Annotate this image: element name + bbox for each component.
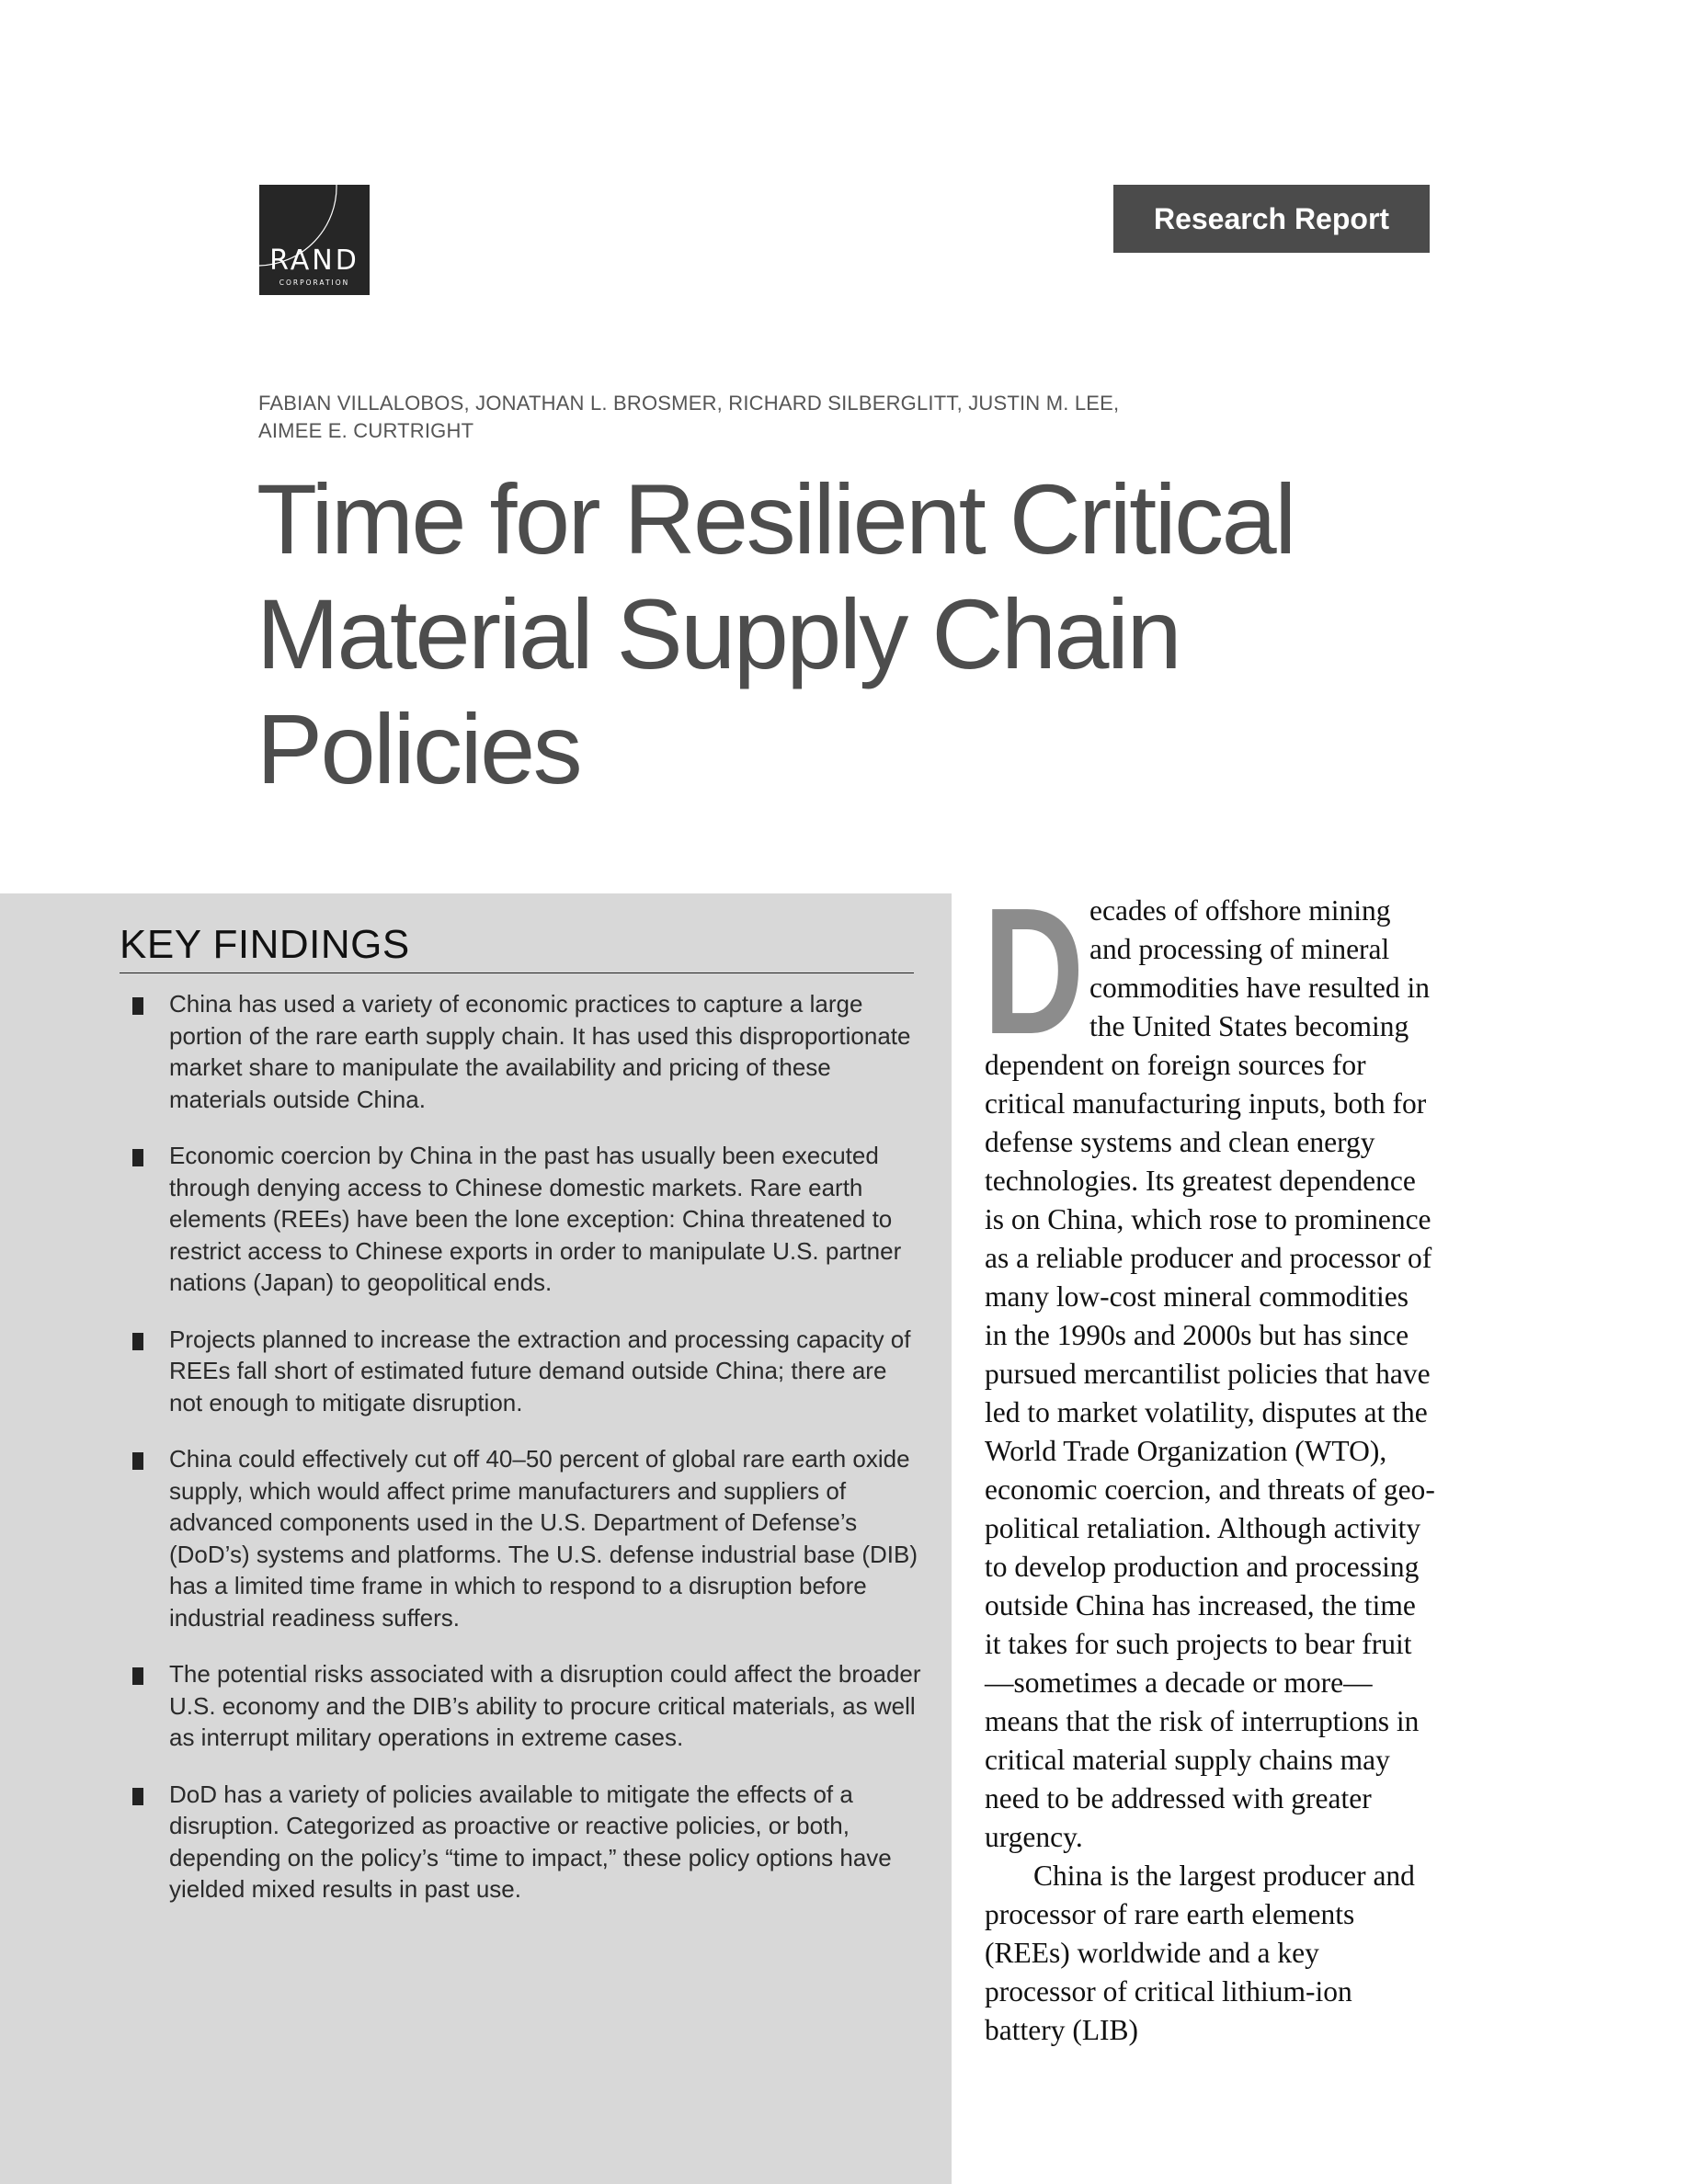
finding-item: [123, 988, 923, 1115]
logo-name: RAND: [269, 245, 359, 277]
body-paragraph-2: China is the largest producer and processor of rare earth elements (REEs) worldwide and a key processor of critical lithium-ion battery (LIB): [985, 1860, 1415, 2046]
finding-text: Projects planned to increase the extraction and processing capacity of REEs fall short of estimated future demand outside China; there are not enough to mitigate disruption.: [169, 1325, 911, 1416]
key-findings-list: [123, 988, 923, 1930]
body-paragraph-1: [983, 870, 1435, 1857]
square-bullet-icon: [132, 997, 143, 1015]
authors: [258, 390, 1270, 445]
finding-text: China could effectively cut off 40–50 percent of global rare earth oxide supply, which would affect prime manufacturers and suppliers of advanced components used in the U.S. Department of Defense’s (DoD’s) systems and platforms. The U.S. defense industrial base (DIB) has a limited time frame in which to respond to a disruption before industrial readiness suffers.: [169, 1445, 918, 1632]
finding-item: [123, 1658, 923, 1754]
square-bullet-icon: [132, 1149, 143, 1166]
square-bullet-icon: [132, 1788, 143, 1805]
square-bullet-icon: [132, 1452, 143, 1470]
square-bullet-icon: [132, 1333, 143, 1350]
finding-text: DoD has a variety of policies available to mitigate the effects of a disruption. Categorized as proactive or reactive policies, or both, depending on the policy’s “time to impact,” these policy options have yielded mixed results in past use.: [169, 1780, 892, 1903]
rand-logo: [259, 185, 370, 295]
drop-cap: D: [983, 870, 1085, 1072]
title-line: Material Supply Chain: [257, 578, 1180, 689]
square-bullet-icon: [132, 1667, 143, 1685]
authors-line-1: FABIAN VILLALOBOS, JONATHAN L. BROSMER, RICHARD SILBERGLITT, JUSTIN M. LEE,: [258, 392, 1120, 415]
finding-text: The potential risks associated with a disruption could affect the broader U.S. economy and the DIB’s ability to procure critical materials, as well as interrupt military operations in extreme cases.: [169, 1660, 921, 1751]
paragraph-1-text: ecades of offshore mining and processing of mineral commodities have resulted in the United States becoming dependent on foreign sources for critical manufacturing inputs, both for defense systems and clean energy technologies. Its greatest dependence is on China, which rose to prominence as a reliable producer and processor of many low-cost mineral commodities in the 1990s and 2000s but has since pursued mercantilist policies that have led to market volatility, disputes at the World Trade Organization (WTO), economic coercion, and threats of geopolitical retaliation. Although activity to develop production and processing outside China has increased, the time it takes for such projects to bear fruit—sometimes a decade or more—means that the risk of interruptions in critical material supply chains may need to be addressed with greater urgency.: [985, 894, 1435, 1853]
key-findings-heading: KEY FINDINGS: [120, 921, 914, 973]
title-line: Policies: [257, 693, 581, 804]
finding-text: Economic coercion by China in the past has usually been executed through denying access to Chinese domestic markets. Rare earth elements (REEs) have been the lone exception: China threatened to restrict access to Chinese exports in order to manipulate U.S. partner nations (Japan) to geopolitical ends.: [169, 1142, 902, 1296]
body-text-column: [983, 870, 1435, 2050]
report-type-badge: Research Report: [1113, 185, 1430, 253]
logo-subtitle: CORPORATION: [279, 279, 350, 287]
finding-item: [123, 1140, 923, 1299]
finding-item: [123, 1324, 923, 1419]
finding-item: [123, 1443, 923, 1633]
authors-line-2: AIMEE E. CURTRIGHT: [258, 419, 474, 442]
report-title: [257, 461, 1452, 806]
finding-text: China has used a variety of economic practices to capture a large portion of the rare earth supply chain. It has used this disproportionate market share to manipulate the availability and pricing of these materials outside China.: [169, 990, 911, 1113]
title-line: Time for Resilient Critical: [257, 463, 1295, 574]
finding-item: [123, 1779, 923, 1905]
